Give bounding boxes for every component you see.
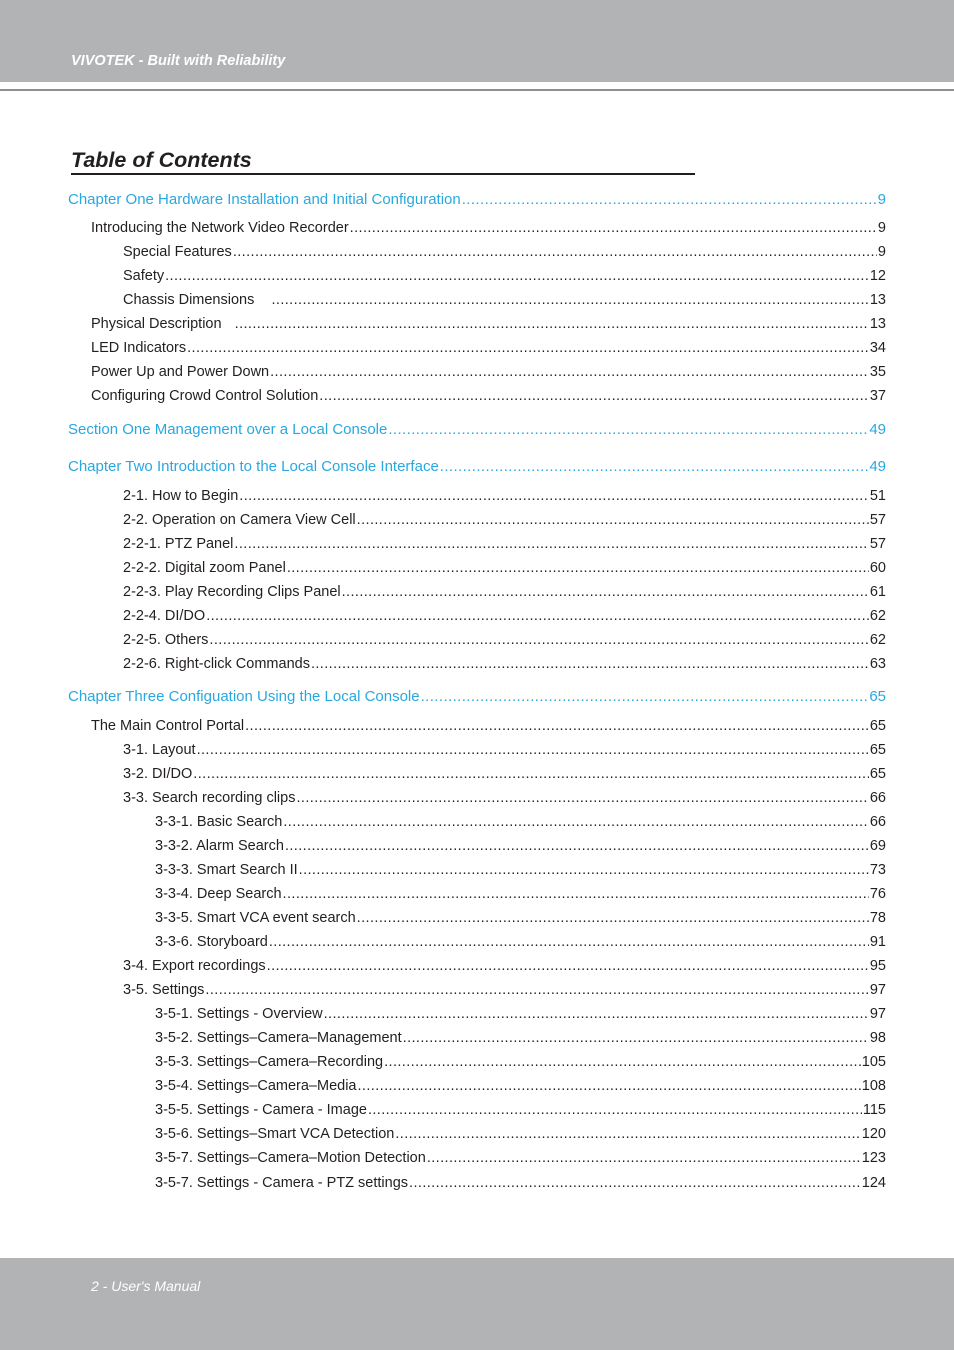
toc-entry-title: Configuring Crowd Control Solution bbox=[91, 388, 319, 404]
toc-entry-page-number: 65 bbox=[869, 688, 886, 705]
toc-entry[interactable] bbox=[155, 1028, 886, 1048]
toc-entry-title: LED Indicators bbox=[91, 340, 187, 356]
toc-entry[interactable] bbox=[123, 510, 886, 530]
dot-leader bbox=[357, 510, 869, 530]
toc-entry[interactable] bbox=[91, 386, 886, 406]
toc-entry[interactable] bbox=[123, 764, 886, 784]
toc-entry-title: Physical Description bbox=[91, 316, 234, 332]
dot-leader bbox=[233, 242, 877, 262]
toc-entry-title: 2-2. Operation on Camera View Cell bbox=[123, 512, 356, 528]
toc-chapter-entry[interactable] bbox=[68, 687, 886, 707]
toc-entry-title: 2-2-6. Right-click Commands bbox=[123, 656, 310, 672]
toc-entry-page-number: 57 bbox=[869, 536, 886, 552]
toc-entry-page-number: 63 bbox=[869, 656, 886, 672]
toc-entry-title: 3-3-5. Smart VCA event search bbox=[155, 910, 356, 926]
dot-leader bbox=[384, 1052, 861, 1072]
dot-leader bbox=[324, 1004, 869, 1024]
toc-entry-title: 2-2-2. Digital zoom Panel bbox=[123, 560, 286, 576]
dot-leader bbox=[283, 812, 869, 832]
toc-entry[interactable] bbox=[155, 1173, 886, 1193]
toc-chapter-entry[interactable] bbox=[68, 457, 886, 477]
toc-entry-page-number: 34 bbox=[869, 340, 886, 356]
dot-leader bbox=[234, 534, 868, 554]
toc-entry-page-number: 98 bbox=[869, 1030, 886, 1046]
toc-entry[interactable] bbox=[91, 218, 886, 238]
toc-entry-page-number: 13 bbox=[869, 292, 886, 308]
toc-entry-title: 3-5-7. Settings–Camera–Motion Detection bbox=[155, 1150, 426, 1166]
dot-leader bbox=[235, 314, 869, 334]
toc-entry-page-number: 13 bbox=[869, 316, 886, 332]
dot-leader bbox=[409, 1173, 861, 1193]
toc-entry-title: 3-5-1. Settings - Overview bbox=[155, 1006, 323, 1022]
toc-entry-page-number: 62 bbox=[869, 608, 886, 624]
dot-leader bbox=[209, 630, 868, 650]
toc-entry[interactable] bbox=[155, 1148, 886, 1168]
toc-entry-page-number: 115 bbox=[862, 1102, 886, 1118]
toc-entry-title: 3-3-4. Deep Search bbox=[155, 886, 282, 902]
toc-entry[interactable] bbox=[155, 908, 886, 928]
toc-entry-title: 2-2-1. PTZ Panel bbox=[123, 536, 234, 552]
dot-leader bbox=[187, 338, 869, 358]
toc-entry[interactable] bbox=[123, 630, 886, 650]
toc-entry[interactable] bbox=[91, 314, 886, 334]
dot-leader bbox=[440, 457, 869, 477]
toc-entry-title: 3-5-3. Settings–Camera–Recording bbox=[155, 1054, 384, 1070]
header-brand: VIVOTEK - Built with Reliability bbox=[71, 53, 286, 69]
toc-chapter-entry[interactable] bbox=[68, 190, 886, 210]
toc-entry-page-number: 49 bbox=[869, 458, 886, 475]
toc-entry-title: 3-5-7. Settings - Camera - PTZ settings bbox=[155, 1175, 409, 1191]
toc-entry-page-number: 108 bbox=[861, 1078, 886, 1094]
toc-entry[interactable] bbox=[123, 788, 886, 808]
toc-entry-page-number: 37 bbox=[869, 388, 886, 404]
toc-entry[interactable] bbox=[123, 558, 886, 578]
toc-entry-page-number: 61 bbox=[869, 584, 886, 600]
dot-leader bbox=[270, 362, 869, 382]
toc-entry[interactable] bbox=[123, 980, 886, 1000]
toc-entry-title: 3-3. Search recording clips bbox=[123, 790, 296, 806]
toc-entry-page-number: 97 bbox=[869, 1006, 886, 1022]
toc-entry[interactable] bbox=[123, 534, 886, 554]
toc-entry-title: 3-3-3. Smart Search II bbox=[155, 862, 298, 878]
dot-leader bbox=[388, 420, 868, 440]
toc-entry-title: 3-5-5. Settings - Camera - Image bbox=[155, 1102, 367, 1118]
toc-entry-page-number: 9 bbox=[877, 220, 886, 236]
dot-leader bbox=[165, 266, 869, 286]
toc-entry-title: 3-1. Layout bbox=[123, 742, 196, 758]
dot-leader bbox=[239, 486, 869, 506]
toc-chapter-entry[interactable] bbox=[68, 420, 886, 440]
toc-entry-title: 3-2. DI/DO bbox=[123, 766, 193, 782]
toc-entry-title: 3-3-2. Alarm Search bbox=[155, 838, 284, 854]
toc-entry-title: Section One Management over a Local Console bbox=[68, 421, 388, 438]
toc-entry-title: 3-3-1. Basic Search bbox=[155, 814, 283, 830]
toc-entry[interactable] bbox=[123, 242, 886, 262]
toc-entry-page-number: 124 bbox=[861, 1175, 886, 1191]
toc-entry-title: 2-2-4. DI/DO bbox=[123, 608, 206, 624]
toc-title: Table of Contents bbox=[71, 147, 695, 175]
dot-leader bbox=[205, 980, 868, 1000]
toc-entry-title: 2-2-5. Others bbox=[123, 632, 209, 648]
toc-entry[interactable] bbox=[123, 486, 886, 506]
toc-entry[interactable] bbox=[123, 654, 886, 674]
dot-leader bbox=[350, 218, 877, 238]
dot-leader bbox=[342, 582, 869, 602]
toc-entry[interactable] bbox=[155, 1100, 886, 1120]
toc-entry-page-number: 65 bbox=[869, 766, 886, 782]
toc-entry-page-number: 9 bbox=[877, 191, 886, 208]
toc-entry-page-number: 9 bbox=[877, 244, 886, 260]
dot-leader bbox=[271, 290, 868, 310]
toc-entry-title: 2-1. How to Begin bbox=[123, 488, 239, 504]
toc-entry[interactable] bbox=[91, 716, 886, 736]
toc-entry-title: 3-5-6. Settings–Smart VCA Detection bbox=[155, 1126, 395, 1142]
toc-entry[interactable] bbox=[123, 582, 886, 602]
toc-entry[interactable] bbox=[123, 956, 886, 976]
dot-leader bbox=[427, 1148, 861, 1168]
toc-entry[interactable] bbox=[123, 740, 886, 760]
toc-entry[interactable] bbox=[155, 1124, 886, 1144]
toc-entry-page-number: 51 bbox=[869, 488, 886, 504]
toc-entry[interactable] bbox=[91, 362, 886, 382]
toc-entry-title: Chapter Three Configuation Using the Local Console bbox=[68, 688, 420, 705]
toc-entry-page-number: 57 bbox=[869, 512, 886, 528]
dot-leader bbox=[403, 1028, 869, 1048]
dot-leader bbox=[296, 788, 868, 808]
toc-entry-page-number: 95 bbox=[869, 958, 886, 974]
toc-entry-page-number: 97 bbox=[869, 982, 886, 998]
toc-entry-page-number: 66 bbox=[869, 814, 886, 830]
dot-leader bbox=[462, 190, 877, 210]
toc-entry[interactable] bbox=[155, 812, 886, 832]
dot-leader bbox=[357, 908, 869, 928]
dot-leader bbox=[285, 836, 869, 856]
toc-entry[interactable] bbox=[155, 836, 886, 856]
toc-entry-title: Power Up and Power Down bbox=[91, 364, 270, 380]
toc-entry-page-number: 60 bbox=[869, 560, 886, 576]
dot-leader bbox=[283, 884, 869, 904]
dot-leader bbox=[245, 716, 869, 736]
toc-entry-page-number: 66 bbox=[869, 790, 886, 806]
dot-leader bbox=[267, 956, 869, 976]
toc-entry-page-number: 91 bbox=[869, 934, 886, 950]
dot-leader bbox=[269, 932, 869, 952]
toc-entry-page-number: 35 bbox=[869, 364, 886, 380]
toc-entry-title: Chapter One Hardware Installation and Initial Configuration bbox=[68, 191, 461, 208]
dot-leader bbox=[395, 1124, 860, 1144]
toc-entry-page-number: 62 bbox=[869, 632, 886, 648]
toc-entry[interactable] bbox=[155, 1076, 886, 1096]
toc-entry-title: Chassis Dimensions bbox=[123, 292, 271, 308]
toc-entry-page-number: 105 bbox=[861, 1054, 886, 1070]
toc-entry[interactable] bbox=[155, 1052, 886, 1072]
toc-entry-page-number: 12 bbox=[869, 268, 886, 284]
toc-entry-title: Introducing the Network Video Recorder bbox=[91, 220, 349, 236]
toc-entry-title: 3-5. Settings bbox=[123, 982, 205, 998]
dot-leader bbox=[193, 764, 869, 784]
toc-entry[interactable] bbox=[155, 884, 886, 904]
toc-entry-page-number: 49 bbox=[869, 421, 886, 438]
dot-leader bbox=[287, 558, 869, 578]
page-footer bbox=[0, 1258, 954, 1350]
toc-entry-title: Chapter Two Introduction to the Local Console Interface bbox=[68, 458, 439, 475]
toc-entry-title: Special Features bbox=[123, 244, 232, 260]
footer-page-label: 2 - User's Manual bbox=[91, 1278, 201, 1294]
toc-entry[interactable] bbox=[123, 266, 886, 286]
toc-entry-page-number: 123 bbox=[861, 1150, 886, 1166]
toc-entry-title: The Main Control Portal bbox=[91, 718, 245, 734]
toc-entry-page-number: 76 bbox=[869, 886, 886, 902]
toc-entry[interactable] bbox=[155, 932, 886, 952]
toc-entry-title: 3-5-4. Settings–Camera–Media bbox=[155, 1078, 357, 1094]
dot-leader bbox=[299, 860, 869, 880]
toc-entry-page-number: 65 bbox=[869, 742, 886, 758]
dot-leader bbox=[358, 1076, 861, 1096]
toc-entry[interactable] bbox=[155, 1004, 886, 1024]
toc-entry[interactable] bbox=[155, 860, 886, 880]
toc-entry-page-number: 120 bbox=[861, 1126, 886, 1142]
toc-entry-title: 3-5-2. Settings–Camera–Management bbox=[155, 1030, 402, 1046]
toc-entry-page-number: 73 bbox=[869, 862, 886, 878]
dot-leader bbox=[368, 1100, 862, 1120]
dot-leader bbox=[311, 654, 869, 674]
toc-entry-page-number: 65 bbox=[869, 718, 886, 734]
toc-entry-page-number: 78 bbox=[869, 910, 886, 926]
toc-entry-title: 3-3-6. Storyboard bbox=[155, 934, 268, 950]
dot-leader bbox=[197, 740, 869, 760]
toc-entry-title: 3-4. Export recordings bbox=[123, 958, 266, 974]
toc-entry-page-number: 69 bbox=[869, 838, 886, 854]
dot-leader bbox=[206, 606, 869, 626]
toc-entry[interactable] bbox=[123, 606, 886, 626]
toc-entry[interactable] bbox=[123, 290, 886, 310]
toc-entry[interactable] bbox=[91, 338, 886, 358]
dot-leader bbox=[421, 687, 869, 707]
toc-entry-title: 2-2-3. Play Recording Clips Panel bbox=[123, 584, 341, 600]
dot-leader bbox=[319, 386, 869, 406]
toc-entry-title: Safety bbox=[123, 268, 165, 284]
